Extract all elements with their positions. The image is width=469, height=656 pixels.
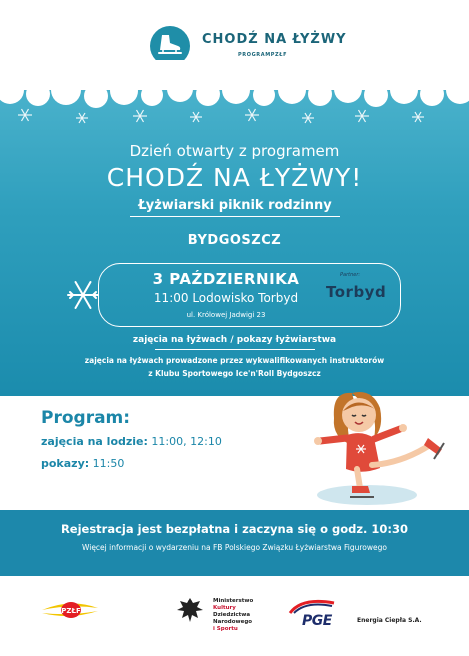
activities-club: z Klubu Sportowego Ice'n'Roll Bydgoszcz	[148, 369, 321, 378]
more-info-text: Więcej informacji o wydarzeniu na FB Polskiego Związku Łyżwiarstwa Figurowego	[81, 543, 387, 552]
logo-title: CHODŹ NA ŁYŻWY	[202, 32, 347, 47]
pzlf-logo-text: PZŁF	[61, 607, 81, 615]
ministry-logo	[213, 598, 253, 633]
event-time-venue: 11:00 Lodowisko Torbyd	[153, 291, 299, 305]
energia-ciepla-text: Energia Ciepła S.A.	[357, 617, 422, 624]
ministry-line: Dziedzictwa	[213, 612, 251, 618]
event-address: ul. Królowej Jadwigi 23	[186, 311, 266, 319]
partner-label: Partner:	[340, 272, 361, 278]
program-row-value: 11:00, 12:10	[151, 435, 222, 448]
program-row	[41, 435, 222, 448]
hero-title: CHODŹ NA ŁYŻWY!	[106, 163, 363, 192]
pzlf-logo	[40, 596, 100, 622]
program-row	[41, 457, 124, 470]
ministry-line: Narodowego	[213, 619, 253, 625]
ministry-line: Ministerstwo	[213, 598, 254, 604]
snowflake-border	[0, 60, 469, 140]
snowflake-icon	[66, 278, 100, 312]
hero-subtitle: Łyżwiarski piknik rodzinny	[130, 198, 340, 217]
polish-eagle-emblem	[174, 594, 206, 626]
event-date: 3 PAŹDZIERNIKA	[152, 270, 300, 288]
partner-logo: Torbyd	[326, 283, 387, 301]
activities-title: zajęcia na łyżwach / pokazy łyżwiarstwa	[132, 335, 337, 345]
city-name: BYDGOSZCZ	[187, 233, 282, 248]
activities-description: zajęcia na łyżwach prowadzone przez wykwalifikowanych instruktorów	[84, 356, 385, 365]
program-row-label: zajęcia na lodzie:	[41, 435, 148, 448]
ministry-line: i Sportu	[213, 626, 238, 632]
hero-intro: Dzień otwarty z programem	[129, 142, 340, 160]
skater-girl-illustration	[312, 383, 452, 513]
program-row-label: pokazy:	[41, 457, 90, 470]
program-title: Program:	[41, 408, 131, 428]
registration-text: Rejestracja jest bezpłatna i zaczyna się o godz. 10:30	[60, 522, 409, 536]
program-row-value: 11:50	[92, 457, 125, 470]
divider	[155, 349, 315, 350]
logo-subtitle: PROGRAMPZŁF	[238, 52, 288, 58]
pge-logo-text: PGE	[302, 613, 332, 629]
ministry-line: Kultury	[213, 605, 236, 611]
